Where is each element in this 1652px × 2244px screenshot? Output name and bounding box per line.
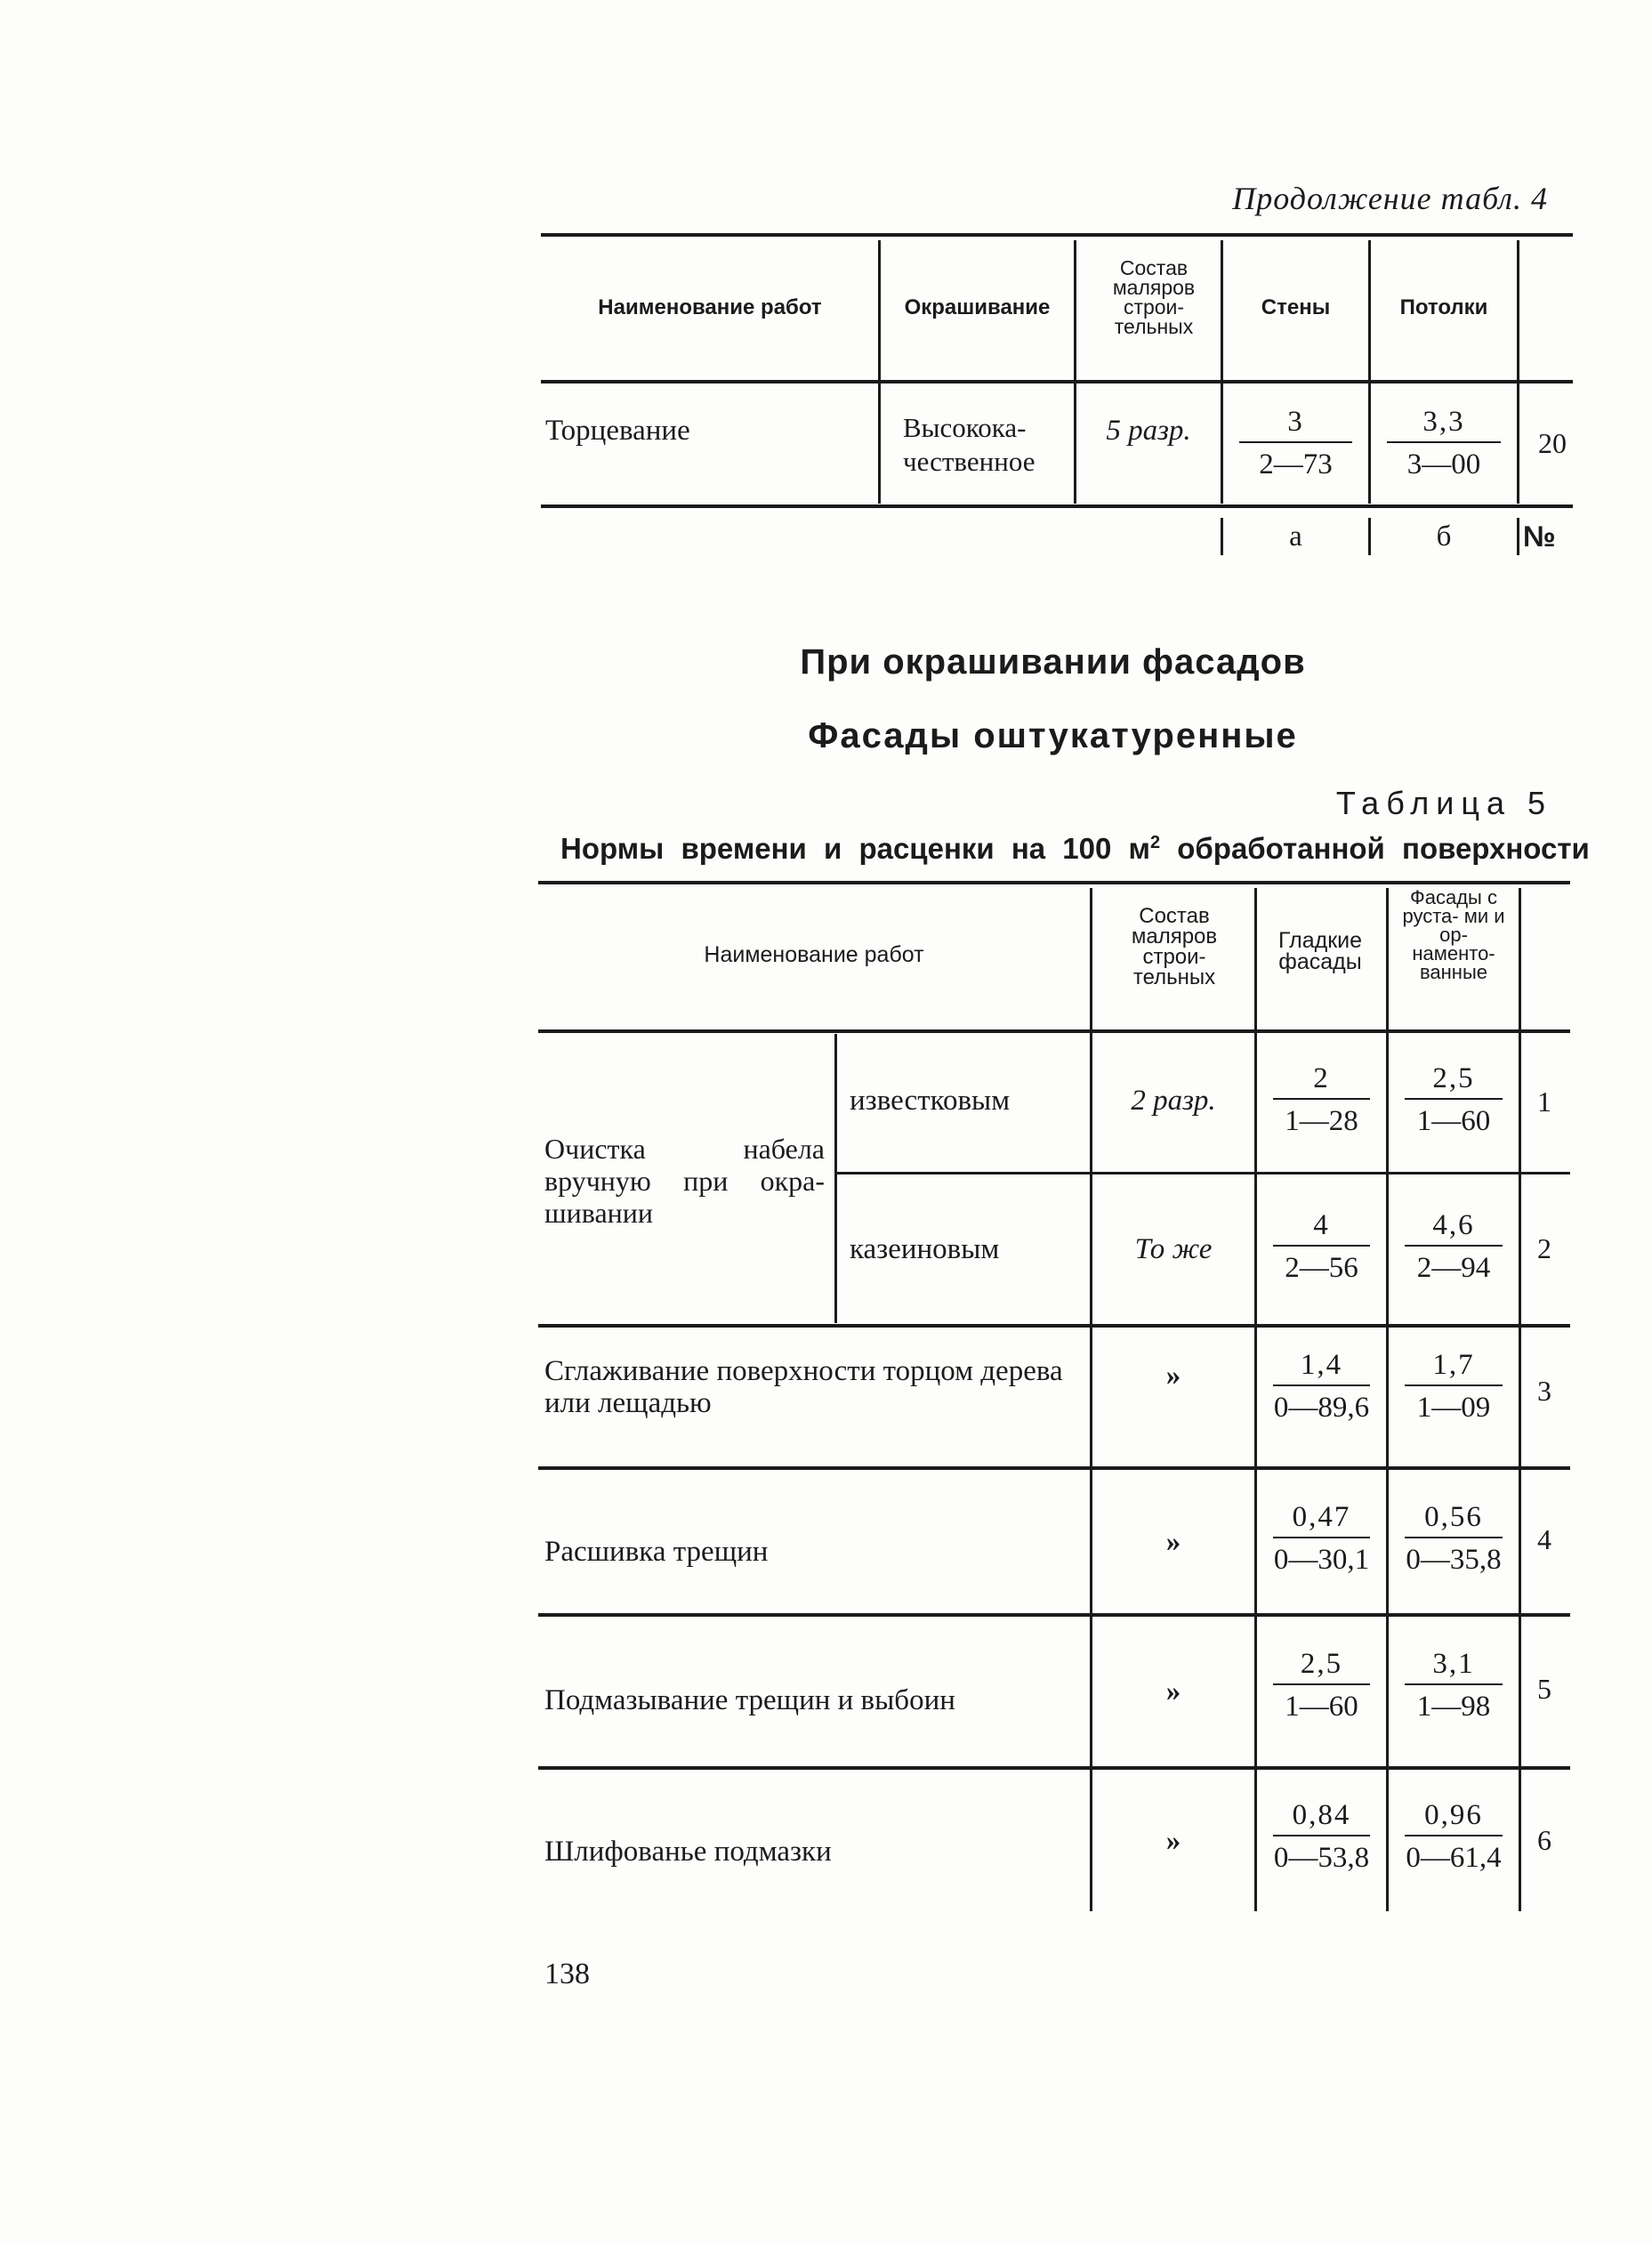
norm: 0,84 (1292, 1799, 1351, 1831)
row-3-smooth (1257, 1345, 1386, 1425)
walls-rate: 2—73 (1259, 448, 1333, 480)
rate: 2—56 (1285, 1252, 1358, 1284)
row-1-smooth (1257, 1059, 1386, 1139)
t5-header-crew: Состав маляров строи- тельных (1131, 904, 1218, 989)
row-2-sub: казеиновым (850, 1233, 1000, 1265)
row-5-number: 5 (1537, 1673, 1551, 1705)
row-2-crew: То же (1134, 1233, 1213, 1265)
caption-superscript: 2 (1149, 833, 1161, 852)
caption-text: Нормы времени и расценки на 100 м (560, 832, 1150, 865)
rate: 0—89,6 (1273, 1392, 1370, 1424)
row-2-rusticated (1389, 1206, 1519, 1286)
t5-header-work: Наименование работ (704, 942, 924, 967)
row-4-work: Расшивка трещин (544, 1536, 769, 1568)
row-4-number: 4 (1537, 1523, 1551, 1555)
row-number: 20 (1538, 427, 1567, 459)
subsection-title: Фасады оштукатуренные (808, 716, 1298, 755)
row-painting: Высокока- чественное (903, 412, 1036, 477)
row-crew: 5 разр. (1106, 415, 1191, 447)
norm: 0,47 (1292, 1501, 1351, 1533)
row-2-number: 2 (1537, 1232, 1551, 1264)
row-3-crew: » (1165, 1360, 1181, 1392)
rate: 2—94 (1416, 1252, 1491, 1284)
rate: 1—28 (1285, 1105, 1358, 1137)
norm: 0,96 (1424, 1799, 1483, 1831)
ceilings-rate: 3—00 (1406, 448, 1481, 480)
caption-text-end: обработанной поверхности (1160, 832, 1590, 865)
table-label: Таблица 5 (1335, 785, 1552, 821)
norm: 2,5 (1432, 1062, 1475, 1094)
row-1-number: 1 (1537, 1086, 1551, 1118)
rate: 0—53,8 (1273, 1842, 1370, 1874)
header-crew: Состав маляров строи- тельных (1112, 256, 1196, 338)
col-label-b: б (1436, 521, 1452, 553)
row-4-rusticated (1389, 1497, 1519, 1578)
norm: 0,56 (1424, 1501, 1483, 1533)
norm: 4 (1313, 1209, 1330, 1241)
rate: 1—98 (1416, 1691, 1491, 1723)
page-number: 138 (544, 1957, 590, 1990)
row-6-rusticated (1389, 1796, 1519, 1876)
ceilings-fraction (1371, 402, 1517, 482)
col-label-no: № (1523, 520, 1556, 553)
row-1-crew: 2 разр. (1131, 1085, 1216, 1117)
t5-header-rusticated: Фасады с руста- ми и ор- наменто- ванные (1402, 886, 1505, 983)
row-1-sub: известковым (850, 1085, 1011, 1117)
row-5-rusticated (1389, 1644, 1519, 1724)
norm: 1,7 (1432, 1349, 1475, 1381)
row-5-crew: » (1165, 1675, 1181, 1707)
header-work: Наименование работ (598, 295, 822, 319)
header-painting: Окрашивание (904, 295, 1051, 319)
continuation-label: Продолжение табл. 4 (1232, 181, 1548, 216)
rate: 0—30,1 (1273, 1544, 1370, 1576)
norm: 3,1 (1432, 1648, 1475, 1680)
row-1-rusticated (1389, 1059, 1519, 1139)
rate: 0—35,8 (1406, 1544, 1502, 1576)
walls-norm: 3 (1287, 406, 1304, 438)
row-4-crew: » (1165, 1526, 1181, 1558)
row-2-smooth (1257, 1206, 1386, 1286)
group-label: Очистка набела вручную при окра- шивании (544, 1133, 825, 1229)
header-walls: Стены (1261, 295, 1331, 319)
row-6-crew: » (1165, 1825, 1181, 1857)
rate: 1—60 (1285, 1691, 1358, 1723)
row-6-smooth (1257, 1796, 1386, 1876)
header-ceilings: Потолки (1399, 295, 1488, 319)
row-4-smooth (1257, 1497, 1386, 1578)
norm: 2,5 (1300, 1648, 1343, 1680)
walls-fraction (1223, 402, 1368, 482)
col-label-a: а (1289, 521, 1302, 553)
rate: 1—60 (1416, 1105, 1491, 1137)
row-6-number: 6 (1537, 1824, 1551, 1856)
row-work-name: Торцевание (545, 415, 690, 447)
row-3-number: 3 (1537, 1375, 1551, 1407)
rate: 0—61,4 (1406, 1842, 1502, 1874)
ceilings-norm: 3,3 (1422, 406, 1465, 438)
row-3-work: Сглаживание поверхности торцом дерева или лещадью (544, 1355, 1063, 1419)
row-3-rusticated (1389, 1345, 1519, 1425)
row-6-work: Шлифованье подмазки (544, 1836, 832, 1868)
norm: 2 (1313, 1062, 1330, 1094)
norm: 4,6 (1432, 1209, 1475, 1241)
rate: 1—09 (1416, 1392, 1491, 1424)
row-5-smooth (1257, 1644, 1386, 1724)
section-title: При окрашивании фасадов (800, 642, 1306, 682)
t5-header-smooth: Гладкие фасады (1277, 928, 1363, 974)
norm: 1,4 (1300, 1349, 1343, 1381)
row-5-work: Подмазывание трещин и выбоин (544, 1684, 955, 1716)
table-caption (560, 832, 1590, 866)
